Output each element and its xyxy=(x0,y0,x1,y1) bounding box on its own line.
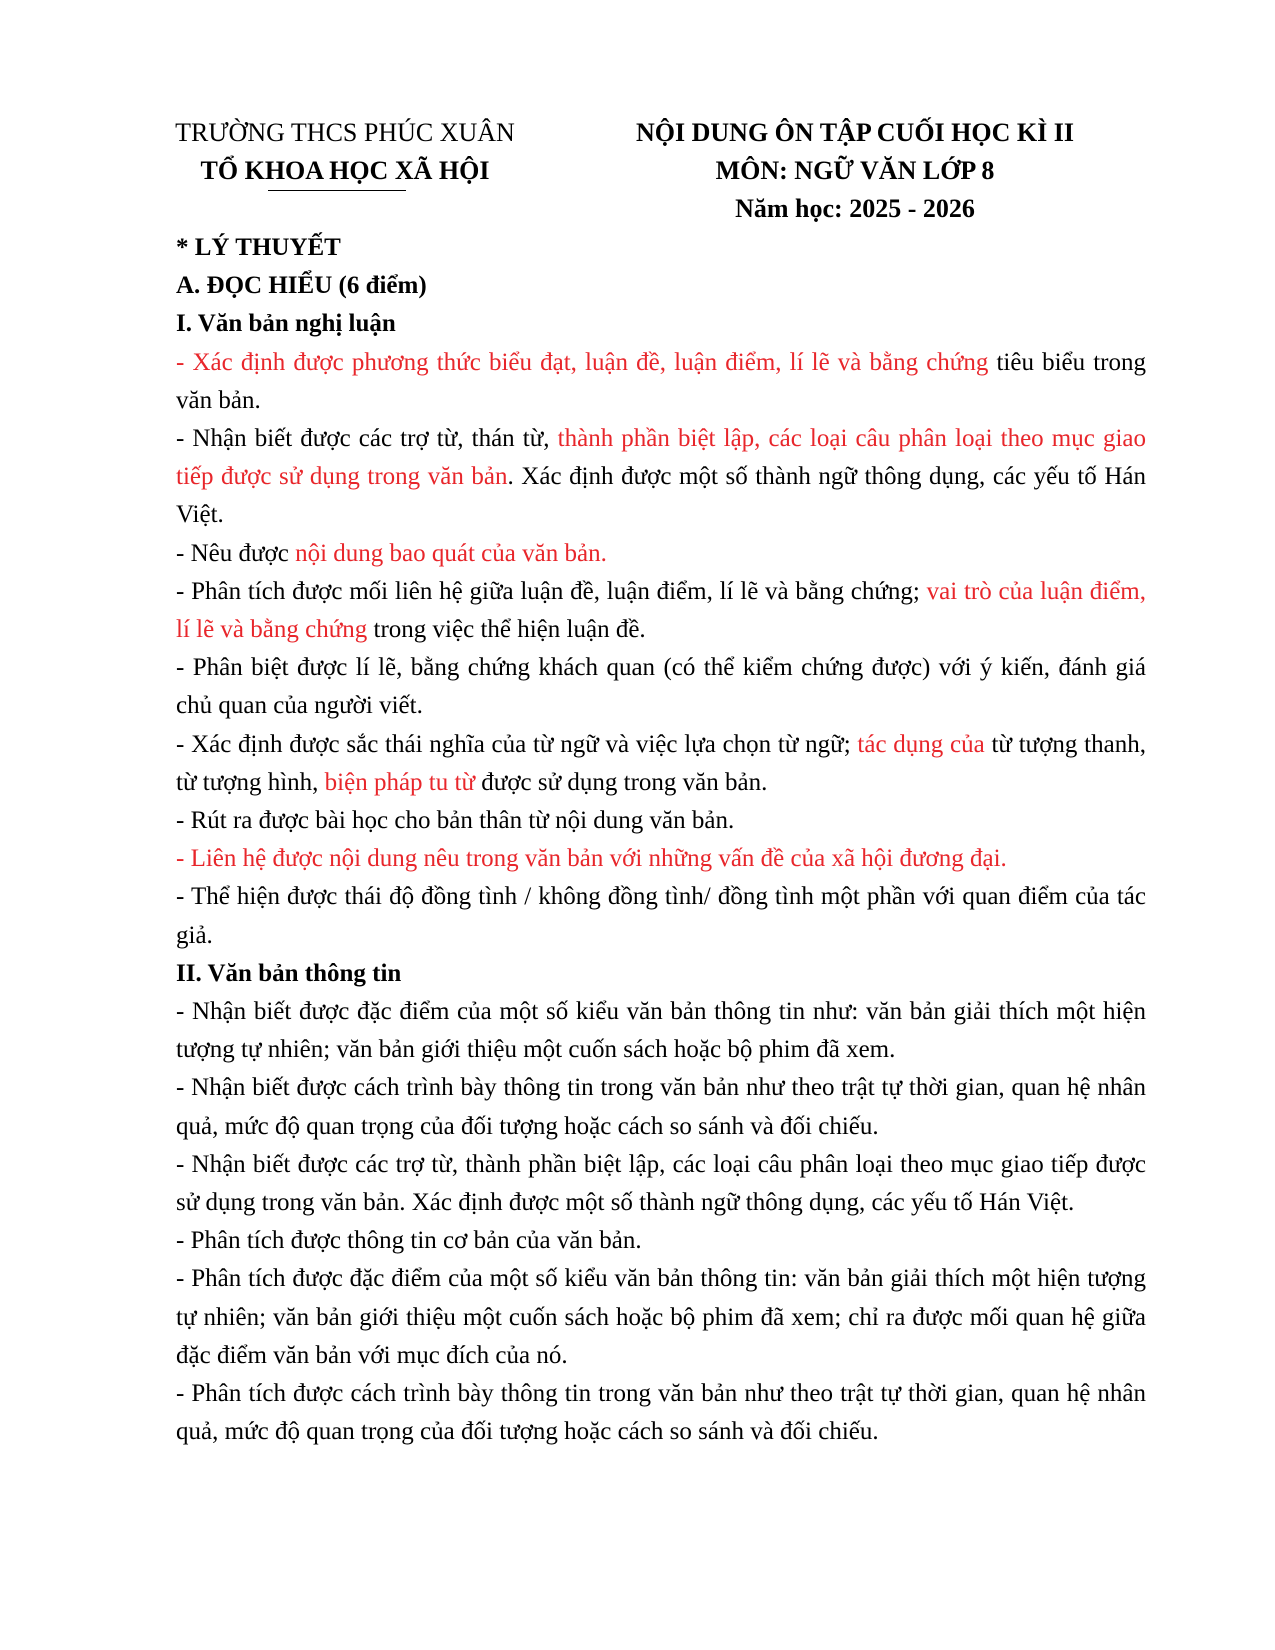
section-reading-heading: A. ĐỌC HIỂU (6 điểm) xyxy=(176,272,427,300)
part2-bullet xyxy=(176,1375,1146,1451)
bullet-text: được sử dụng trong văn bản. xyxy=(475,768,768,796)
part2-bullet xyxy=(176,1260,1146,1375)
header-left-block xyxy=(140,114,550,190)
part2-bullet xyxy=(176,1222,1146,1260)
highlighted-text: vai trò của luận điểm, lí lẽ và bằng chứng xyxy=(176,577,1146,644)
document-title: NỘI DUNG ÔN TẬP CUỐI HỌC KÌ II xyxy=(636,118,1074,147)
school-name: TRƯỜNG THCS PHÚC XUÂN xyxy=(175,118,515,147)
bullet-text: - Nhận biết được đặc điểm của một số kiểu văn bản thông tin như: văn bản giải thích một hiện tượng tự nhiên; văn bản giới thiệu một cuốn sách hoặc bộ phim đã xem. xyxy=(176,998,1146,1064)
bullet-text: - Phân tích được cách trình bày thông tin trong văn bản như theo trật tự thời gian, quan hệ nhân quả, mức độ quan trọng của đối tượng hoặc cách so sánh và đối chiếu. xyxy=(176,1380,1146,1446)
part1-bullet xyxy=(176,420,1146,535)
part1-bullet xyxy=(176,840,1146,878)
bullet-text: - Rút ra được bài học cho bản thân từ nội dung văn bản. xyxy=(176,807,735,835)
bullet-text: - Phân biệt được lí lẽ, bằng chứng khách quan (có thể kiểm chứng được) với ý kiến, đánh giá chủ quan của người viết. xyxy=(176,654,1146,720)
highlighted-text: biện pháp tu từ xyxy=(324,768,476,796)
part1-list xyxy=(176,344,1146,955)
bullet-text: - Nhận biết được các trợ từ, thán từ, xyxy=(176,425,558,453)
bullet-text: - Phân tích được thông tin cơ bản của văn bản. xyxy=(176,1227,642,1255)
bullet-text: - Nêu được xyxy=(176,539,296,567)
header-right-block xyxy=(585,114,1125,228)
section-theory-heading: * LÝ THUYẾT xyxy=(176,234,341,261)
subject-line: MÔN: NGỮ VĂN LỚP 8 xyxy=(715,156,995,185)
school-year-line: Năm học: 2025 - 2026 xyxy=(735,194,975,223)
bullet-text: . Xác định được một số thành ngữ thông dụng, các yếu tố Hán Việt. xyxy=(176,463,1146,529)
department-name: TỔ KHOA HỌC XÃ HỘI xyxy=(200,156,490,185)
document-body xyxy=(176,229,1146,1452)
part1-bullet xyxy=(176,344,1146,420)
bullet-text: tiêu biểu trong văn bản. xyxy=(176,348,1147,414)
part1-bullet xyxy=(176,878,1146,954)
bullet-text: - Nhận biết được các trợ từ, thành phần biệt lập, các loại câu phân loại theo mục giao tiếp được sử dụng trong văn bản. Xác định được một số thành ngữ thông dụng, các yếu tố Hán Việt. xyxy=(176,1150,1146,1217)
part2-bullet xyxy=(176,993,1146,1069)
part2-bullet xyxy=(176,1069,1146,1145)
part2-heading: II. Văn bản thông tin xyxy=(176,959,402,987)
bullet-text: - Nhận biết được cách trình bày thông tin trong văn bản như theo trật tự thời gian, quan hệ nhân quả, mức độ quan trọng của đối tượng hoặc cách so sánh và đối chiếu. xyxy=(176,1074,1146,1140)
highlighted-text: - xyxy=(176,348,193,376)
part1-bullet xyxy=(176,726,1146,802)
bullet-text: - Phân tích được đặc điểm của một số kiểu văn bản thông tin: văn bản giải thích một hiện tượng tự nhiên; văn bản giới thiệu một cuốn sách hoặc bộ phim đã xem; chỉ ra được mối quan hệ giữa đặc điểm văn bản với mục đích của nó. xyxy=(176,1265,1146,1369)
bullet-text: - Phân tích được mối liên hệ giữa luận đề, luận điểm, lí lẽ và bằng chứng; xyxy=(176,577,927,605)
highlighted-text: - Liên hệ được nội dung nêu trong văn bản với những vấn đề của xã hội đương đại. xyxy=(176,845,1007,873)
bullet-text: trong việc thể hiện luận đề. xyxy=(367,616,646,644)
document-header xyxy=(0,114,1275,234)
part1-bullet xyxy=(176,802,1146,840)
part2-bullet xyxy=(176,1146,1146,1222)
header-divider xyxy=(268,190,406,191)
part1-bullet xyxy=(176,573,1146,649)
highlighted-text: Xác định được phương thức biểu đạt, luận đề, luận điểm, lí lẽ và bằng chứng xyxy=(192,348,989,376)
bullet-text: - Thể hiện được thái độ đồng tình / không đồng tình/ đồng tình một phần với quan điểm của tác giả. xyxy=(176,883,1146,949)
part1-heading: I. Văn bản nghị luận xyxy=(176,310,396,338)
part2-list xyxy=(176,993,1146,1451)
bullet-text: từ tượng thanh, từ tượng hình, xyxy=(176,730,1146,796)
highlighted-text: tác dụng của xyxy=(857,730,985,758)
bullet-text: - Xác định được sắc thái nghĩa của từ ngữ và việc lựa chọn từ ngữ; xyxy=(176,730,858,758)
highlighted-text: nội dung bao quát của văn bản. xyxy=(295,539,607,567)
highlighted-text: thành phần biệt lập, các loại câu phân loại theo mục giao tiếp được sử dụng trong văn bản xyxy=(176,425,1146,491)
part1-bullet xyxy=(176,535,1146,573)
part1-bullet xyxy=(176,649,1146,725)
